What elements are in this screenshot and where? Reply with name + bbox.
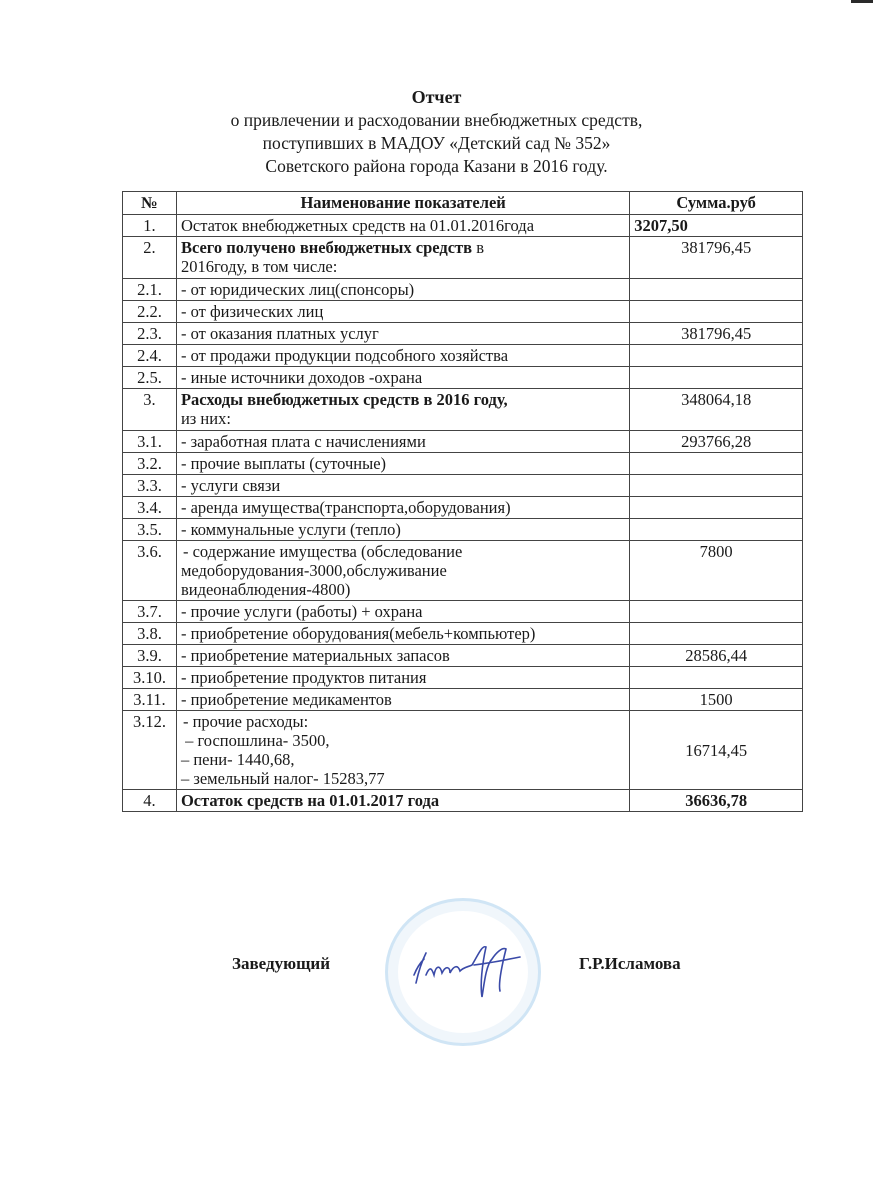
row-sum: 381796,45 bbox=[630, 323, 803, 345]
document-title: Отчет bbox=[411, 87, 462, 107]
row-sum: 3207,50 bbox=[630, 215, 803, 237]
row-name-line-2: 2016году, в том числе: bbox=[180, 257, 338, 276]
table-row bbox=[123, 519, 803, 541]
table-row bbox=[123, 215, 803, 237]
row-name-line-1: - содержание имущества (обследование bbox=[182, 542, 463, 561]
row-sum bbox=[630, 623, 803, 645]
row-number: 3.12. bbox=[123, 711, 177, 790]
row-sum: 381796,45 bbox=[630, 237, 803, 279]
row-name: - прочие выплаты (суточные) bbox=[176, 453, 629, 475]
row-name: - заработная плата с начислениями bbox=[176, 431, 629, 453]
row-number: 2.5. bbox=[123, 367, 177, 389]
row-name: - приобретение оборудования(мебель+компьютер) bbox=[176, 623, 629, 645]
scan-edge-mark bbox=[851, 0, 873, 3]
row-name: Остаток средств на 01.01.2017 года bbox=[176, 790, 629, 812]
row-sum: 293766,28 bbox=[630, 431, 803, 453]
row-number: 3.7. bbox=[123, 601, 177, 623]
row-sum bbox=[630, 497, 803, 519]
row-number: 3.1. bbox=[123, 431, 177, 453]
row-name: - от оказания платных услуг bbox=[176, 323, 629, 345]
table-row bbox=[123, 790, 803, 812]
signer-name: Г.Р.Исламова bbox=[579, 954, 681, 973]
table-header-row bbox=[123, 192, 803, 215]
table-row bbox=[123, 453, 803, 475]
table-row bbox=[123, 541, 803, 601]
row-number: 2. bbox=[123, 237, 177, 279]
row-sum bbox=[630, 367, 803, 389]
table-row bbox=[123, 497, 803, 519]
row-name bbox=[176, 541, 629, 601]
row-number: 3.2. bbox=[123, 453, 177, 475]
table-row bbox=[123, 237, 803, 279]
row-name bbox=[176, 711, 629, 790]
row-name-line-3: – пени- 1440,68, bbox=[180, 750, 295, 769]
row-number: 3.9. bbox=[123, 645, 177, 667]
row-name bbox=[176, 389, 629, 431]
subtitle-line-3: Советского района города Казани в 2016 году. bbox=[265, 156, 608, 176]
row-number: 2.3. bbox=[123, 323, 177, 345]
row-number: 2.2. bbox=[123, 301, 177, 323]
row-number: 2.1. bbox=[123, 279, 177, 301]
row-sum bbox=[630, 279, 803, 301]
subtitle-line-2: поступивших в МАДОУ «Детский сад № 352» bbox=[262, 133, 611, 153]
table-row bbox=[123, 475, 803, 497]
row-name: - приобретение медикаментов bbox=[176, 689, 629, 711]
row-sum bbox=[630, 345, 803, 367]
row-sum bbox=[630, 453, 803, 475]
table-row bbox=[123, 711, 803, 790]
row-sum: 7800 bbox=[630, 541, 803, 601]
row-name-bold: Всего получено внебюджетных средств bbox=[180, 238, 473, 257]
row-sum: 36636,78 bbox=[630, 790, 803, 812]
row-name: - от продажи продукции подсобного хозяйства bbox=[176, 345, 629, 367]
row-sum bbox=[630, 475, 803, 497]
signature bbox=[410, 935, 525, 1005]
row-name: - коммунальные услуги (тепло) bbox=[176, 519, 629, 541]
row-name: - услуги связи bbox=[176, 475, 629, 497]
row-number: 3.6. bbox=[123, 541, 177, 601]
table-row bbox=[123, 623, 803, 645]
row-sum bbox=[630, 601, 803, 623]
row-name-line-2: медоборудования-3000,обслуживание bbox=[180, 561, 447, 580]
row-sum: 28586,44 bbox=[630, 645, 803, 667]
row-name-tail: в bbox=[472, 238, 484, 257]
table-row bbox=[123, 689, 803, 711]
row-name: - иные источники доходов -охрана bbox=[176, 367, 629, 389]
table-row bbox=[123, 389, 803, 431]
table-row bbox=[123, 279, 803, 301]
row-number: 3.5. bbox=[123, 519, 177, 541]
column-header-name: Наименование показателей bbox=[176, 192, 629, 215]
row-sum bbox=[630, 301, 803, 323]
row-sum bbox=[630, 667, 803, 689]
report-table bbox=[122, 191, 803, 812]
row-name: - приобретение продуктов питания bbox=[176, 667, 629, 689]
row-name: - от физических лиц bbox=[176, 301, 629, 323]
row-number: 2.4. bbox=[123, 345, 177, 367]
table-row bbox=[123, 301, 803, 323]
row-name-line-2: из них: bbox=[180, 409, 231, 428]
row-number: 3. bbox=[123, 389, 177, 431]
row-sum: 16714,45 bbox=[630, 711, 803, 790]
row-number: 1. bbox=[123, 215, 177, 237]
table-row bbox=[123, 323, 803, 345]
document-header bbox=[0, 86, 873, 178]
row-name-line-1: - прочие расходы: bbox=[182, 712, 309, 731]
row-number: 3.10. bbox=[123, 667, 177, 689]
column-header-number: № bbox=[123, 192, 177, 215]
row-name-line-4: – земельный налог- 15283,77 bbox=[180, 769, 385, 788]
signer-role: Заведующий bbox=[232, 954, 331, 973]
row-name: - приобретение материальных запасов bbox=[176, 645, 629, 667]
row-number: 4. bbox=[123, 790, 177, 812]
row-name-bold: Расходы внебюджетных средств в 2016 году, bbox=[180, 390, 508, 409]
subtitle-line-1: о привлечении и расходовании внебюджетных средств, bbox=[230, 110, 643, 130]
row-name-line-3: видеонаблюдения-4800) bbox=[180, 580, 351, 599]
row-name-line-2: – госпошлина- 3500, bbox=[180, 731, 330, 750]
row-sum: 348064,18 bbox=[630, 389, 803, 431]
row-name: - от юридических лиц(спонсоры) bbox=[176, 279, 629, 301]
row-number: 3.3. bbox=[123, 475, 177, 497]
row-number: 3.8. bbox=[123, 623, 177, 645]
table-row bbox=[123, 601, 803, 623]
row-number: 3.11. bbox=[123, 689, 177, 711]
table-row bbox=[123, 667, 803, 689]
row-name: - аренда имущества(транспорта,оборудования) bbox=[176, 497, 629, 519]
row-name: - прочие услуги (работы) + охрана bbox=[176, 601, 629, 623]
row-sum bbox=[630, 519, 803, 541]
table-row bbox=[123, 645, 803, 667]
column-header-sum: Сумма.руб bbox=[630, 192, 803, 215]
row-number: 3.4. bbox=[123, 497, 177, 519]
row-name bbox=[176, 237, 629, 279]
row-name: Остаток внебюджетных средств на 01.01.2016года bbox=[176, 215, 629, 237]
table-row bbox=[123, 367, 803, 389]
table-row bbox=[123, 345, 803, 367]
row-sum: 1500 bbox=[630, 689, 803, 711]
table-row bbox=[123, 431, 803, 453]
